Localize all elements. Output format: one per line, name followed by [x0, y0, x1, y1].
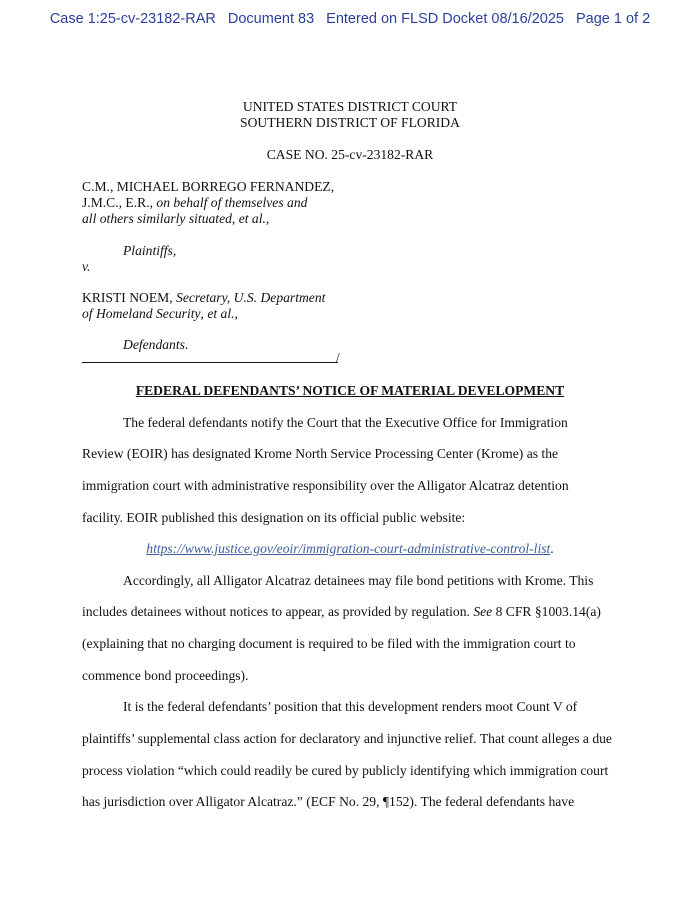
- body-p3-line1: It is the federal defendants’ position that this development renders moot Count V of: [123, 699, 578, 714]
- plaintiffs-line2-text: J.M.C., E.R.,: [82, 195, 157, 210]
- case-number: CASE NO. 25-cv-23182-RAR: [266, 147, 434, 162]
- defendants-line1-text: KRISTI NOEM,: [82, 290, 177, 305]
- defendants-line2: [82, 306, 238, 322]
- body-p3-line3: process violation “which could readily be cured by publicly identifying which immigration court: [82, 763, 609, 778]
- plaintiffs-line3-sep: ,: [231, 211, 239, 226]
- body-p3-line4: has jurisdiction over Alligator Alcatraz.” (ECF No. 29, ¶152). The federal defendants have: [82, 794, 575, 809]
- page-number-header: Page 1 of 2: [576, 11, 651, 27]
- plaintiffs-et-al: et al.: [238, 211, 266, 226]
- body-p2-line3: (explaining that no charging document is required to be filed with the immigration court to: [82, 636, 576, 651]
- body-p2-line4: commence bond proceedings).: [82, 668, 249, 683]
- plaintiffs-line2-italic: on behalf of themselves and: [156, 195, 308, 210]
- court-name-line1: UNITED STATES DISTRICT COURT: [242, 99, 458, 114]
- defendants-line2-italic: of Homeland Security: [82, 306, 201, 321]
- body-p3-line2: plaintiffs’ supplemental class action for declaratory and injunctive relief. That count alleges a due: [82, 731, 612, 746]
- body-p2-line1: Accordingly, all Alligator Alcatraz detainees may file bond petitions with Krome. This: [123, 573, 594, 588]
- plaintiffs-line1: C.M., MICHAEL BORREGO FERNANDEZ,: [82, 179, 335, 194]
- defendants-label-text: Defendants: [123, 337, 185, 352]
- cfr-citation: 8 CFR §1003.14(a): [492, 604, 601, 619]
- see-signal: See: [473, 604, 493, 619]
- plaintiffs-line3-end: ,: [265, 211, 270, 226]
- defendants-line2-sep: ,: [200, 306, 208, 321]
- document-number-header: Document 83: [227, 11, 315, 27]
- body-p2-line2-text: includes detainees without notices to appear, as provided by regulation.: [82, 604, 474, 619]
- caption-rule: [82, 362, 338, 363]
- defendants-line2-end: ,: [234, 306, 238, 321]
- defendants-label: [123, 337, 188, 353]
- body-p2-line2: [82, 604, 601, 620]
- plaintiffs-label: Plaintiffs,: [123, 243, 177, 258]
- docket-header: [0, 11, 700, 27]
- eoir-link[interactable]: https://www.justice.gov/eoir/immigration-court-administrative-control-list: [146, 541, 551, 556]
- body-p1-line4: facility. EOIR published this designation on its official public website:: [82, 510, 466, 525]
- body-p1-line1: The federal defendants notify the Court that the Executive Office for Immigration: [123, 415, 568, 430]
- caption-slash: /: [336, 350, 340, 365]
- defendants-et-al: et al.: [207, 306, 235, 321]
- case-number-header: Case 1:25-cv-23182-RAR: [49, 11, 216, 27]
- document-title: FEDERAL DEFENDANTS’ NOTICE OF MATERIAL DEVELOPMENT: [135, 383, 565, 398]
- defendants-line1: [82, 290, 325, 306]
- docket-entry-header: Entered on FLSD Docket 08/16/2025: [326, 11, 564, 27]
- plaintiffs-line2: [82, 195, 307, 211]
- body-p1-line2: Review (EOIR) has designated Krome North Service Processing Center (Krome) as the: [82, 446, 559, 461]
- plaintiffs-line3-italic: all others similarly situated: [82, 211, 232, 226]
- plaintiffs-line3: [82, 211, 269, 227]
- versus: v.: [82, 259, 91, 274]
- body-p1-line3: immigration court with administrative responsibility over the Alligator Alcatraz detention: [82, 478, 569, 493]
- court-name-line2: SOUTHERN DISTRICT OF FLORIDA: [240, 115, 460, 130]
- defendants-label-end: .: [184, 337, 189, 352]
- defendants-line1-italic: Secretary, U.S. Department: [176, 290, 326, 305]
- eoir-link-end: .: [550, 541, 554, 556]
- eoir-link-line: [0, 541, 700, 557]
